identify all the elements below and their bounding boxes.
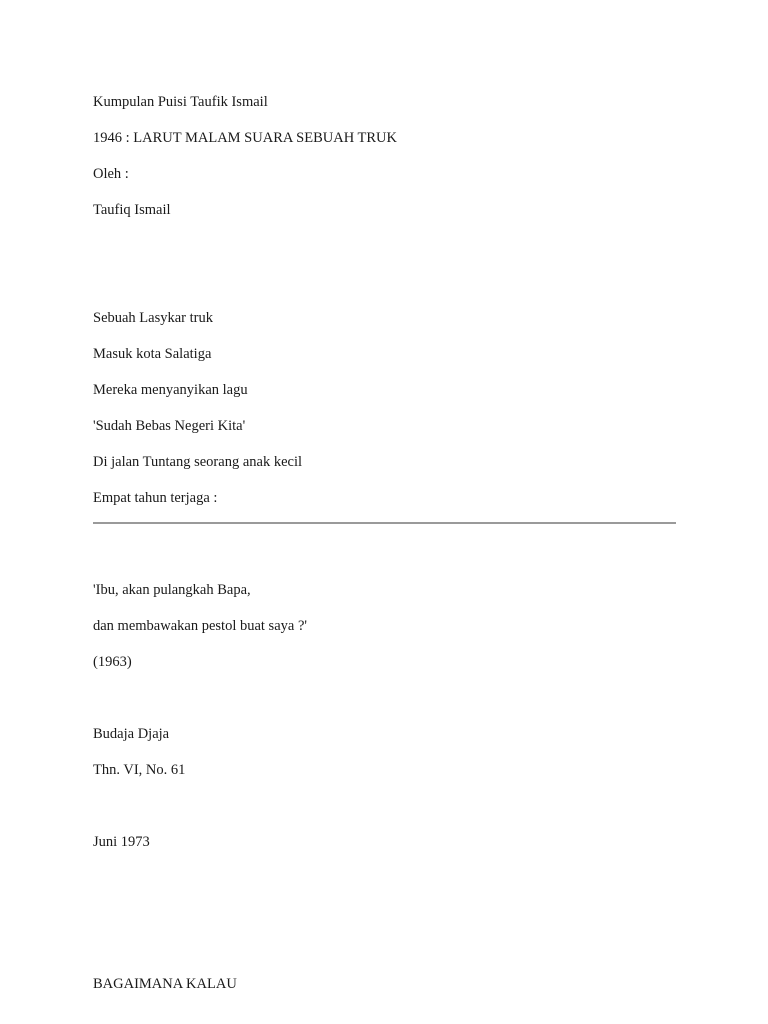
publication-issue: Thn. VI, No. 61 (93, 762, 186, 778)
poem-line: dan membawakan pestol buat saya ?' (93, 618, 307, 634)
poem-line: Mereka menyanyikan lagu (93, 382, 248, 398)
author-name: Taufiq Ismail (93, 202, 171, 218)
poem-line: Di jalan Tuntang seorang anak kecil (93, 454, 302, 470)
poem-line: Empat tahun terjaga : (93, 490, 218, 506)
next-poem-title: BAGAIMANA KALAU (93, 976, 237, 992)
poem-line: Sebuah Lasykar truk (93, 310, 213, 326)
poem-year: (1963) (93, 654, 132, 670)
poem-line: 'Sudah Bebas Negeri Kita' (93, 418, 246, 434)
poem-line: Masuk kota Salatiga (93, 346, 212, 362)
publication-name: Budaja Djaja (93, 726, 170, 742)
collection-title: Kumpulan Puisi Taufik Ismail (93, 94, 268, 110)
poem-line: 'Ibu, akan pulangkah Bapa, (93, 582, 251, 598)
publication-date: Juni 1973 (93, 834, 150, 850)
horizontal-divider (93, 522, 676, 524)
by-label: Oleh : (93, 166, 129, 182)
poem-title: 1946 : LARUT MALAM SUARA SEBUAH TRUK (93, 130, 397, 146)
